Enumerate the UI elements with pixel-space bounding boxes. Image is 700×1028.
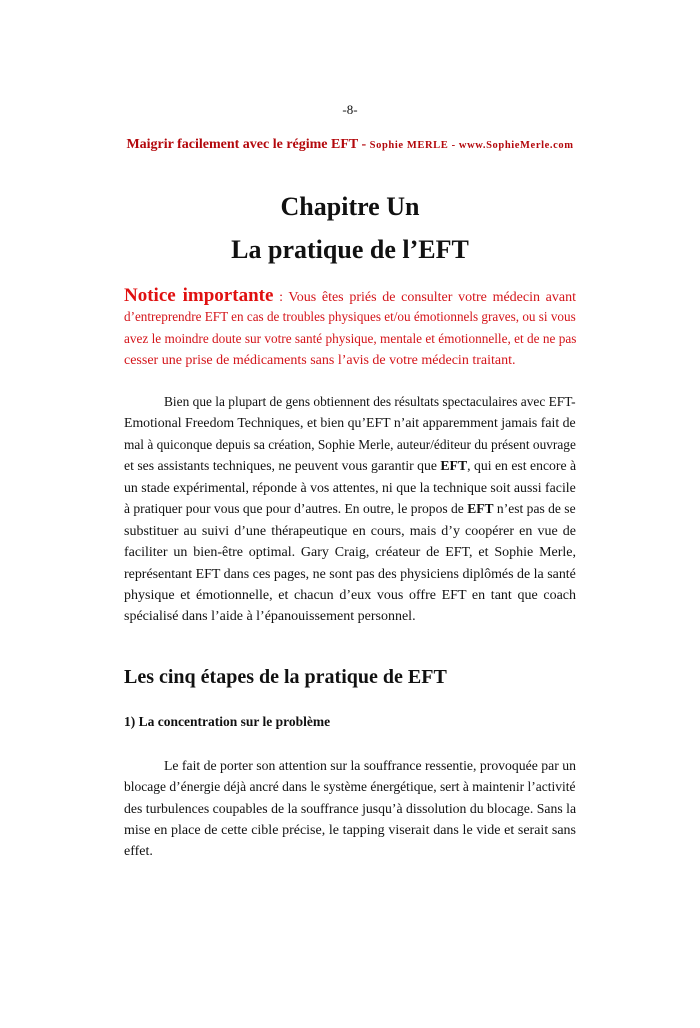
text-segment: mise en place de cette cible précise, le tapping viserait dans le vide et serait sans: [124, 823, 576, 838]
text-line: [124, 480, 576, 498]
text-segment: physique et émotionnelle, et chacun d’eux vous offre EFT en tant que coach: [124, 588, 576, 603]
text-line: [164, 758, 576, 776]
separator: -: [358, 137, 370, 152]
separator: -: [448, 140, 459, 151]
text-segment: , qui en est encore à: [467, 459, 577, 474]
text-line: [124, 587, 576, 605]
text-line: [124, 352, 576, 370]
text-line: [124, 566, 576, 584]
text-segment: avez le moindre doute sur votre santé physique, mentale et émotionnelle, et de ne pas: [124, 332, 577, 347]
chapter-title: La pratique de l’EFT: [231, 235, 469, 264]
text-line: [124, 415, 576, 433]
text-segment: effet.: [124, 844, 153, 859]
bold-text: EFT: [440, 459, 468, 474]
running-header: [0, 135, 700, 153]
text-segment: cesser une prise de médicaments sans l’avis de votre médecin traitant.: [124, 353, 516, 368]
section-heading: Les cinq étapes de la pratique de EFT: [124, 666, 447, 688]
text-segment: Bien que la plupart de gens obtiennent des résultats spectaculaires avec EFT-: [164, 395, 576, 410]
text-segment: mal à quiconque depuis sa création, Sophie Merle, auteur/éditeur du présent ouvrage: [124, 438, 576, 453]
text-line: [124, 523, 576, 541]
text-line: [124, 608, 576, 626]
text-line: [124, 843, 576, 861]
text-segment: Emotional Freedom Techniques, et bien qu’EFT n’ait apparemment jamais fait de: [124, 416, 576, 431]
text-segment: spécialisé dans l’aide à l’épanouissement personnel.: [124, 609, 416, 624]
page-number: -8-: [342, 102, 358, 117]
text-line: [124, 437, 576, 455]
text-segment: faciliter un bien-être optimal. Gary Craig, créateur de EFT, et Sophie Merle,: [124, 545, 576, 560]
text-segment: n’est pas de se: [493, 502, 576, 517]
text-segment: Le fait de porter son attention sur la souffrance ressentie, provoquée par un: [164, 759, 576, 774]
text-line: [124, 287, 576, 307]
text-segment: un stade expérimental, réponde à vos attentes, ni que la technique soit aussi facile: [124, 481, 576, 496]
text-line: [164, 394, 576, 412]
text-line: [124, 822, 576, 840]
text-segment: blocage d’énergie déjà ancré dans le système énergétique, sert à maintenir l’activité: [124, 780, 576, 795]
notice-label: Notice importante: [124, 285, 274, 306]
website-link[interactable]: www.SophieMerle.com: [458, 140, 574, 151]
text-line: [124, 458, 576, 476]
text-segment: d’entreprendre EFT en cas de troubles physiques et/ou émotionnels graves, ou si vous: [124, 310, 576, 325]
text-segment: à pratiquer pour vous que pour d’autres. En outre, le propos de: [124, 502, 468, 517]
chapter-number: Chapitre Un: [280, 192, 420, 221]
author-name: Sophie MERLE: [369, 140, 449, 151]
text-line: [124, 544, 576, 562]
step-heading: 1) La concentration sur le problème: [124, 714, 331, 729]
text-line: [124, 801, 576, 819]
text-line: [124, 309, 576, 327]
book-title: Maigrir facilement avec le régime EFT: [126, 137, 358, 152]
text-segment: : Vous êtes priés de consulter votre médecin avant: [273, 290, 576, 305]
text-segment: et ses assistants techniques, ne peuvent vous garantir que: [124, 459, 441, 474]
text-line: [124, 501, 576, 519]
text-line: [124, 331, 576, 349]
text-segment: des turbulences coupables de la souffrance jusqu’à dissolution du blocage. Sans la: [124, 802, 577, 817]
text-segment: substituer au suivi d’une thérapeutique en cours, mais d’y coopérer en vue de: [124, 524, 576, 539]
text-line: [124, 779, 576, 797]
bold-text: EFT: [467, 502, 494, 517]
text-segment: représentant EFT dans ces pages, ne sont pas des physiciens diplômés de la santé: [124, 567, 576, 582]
